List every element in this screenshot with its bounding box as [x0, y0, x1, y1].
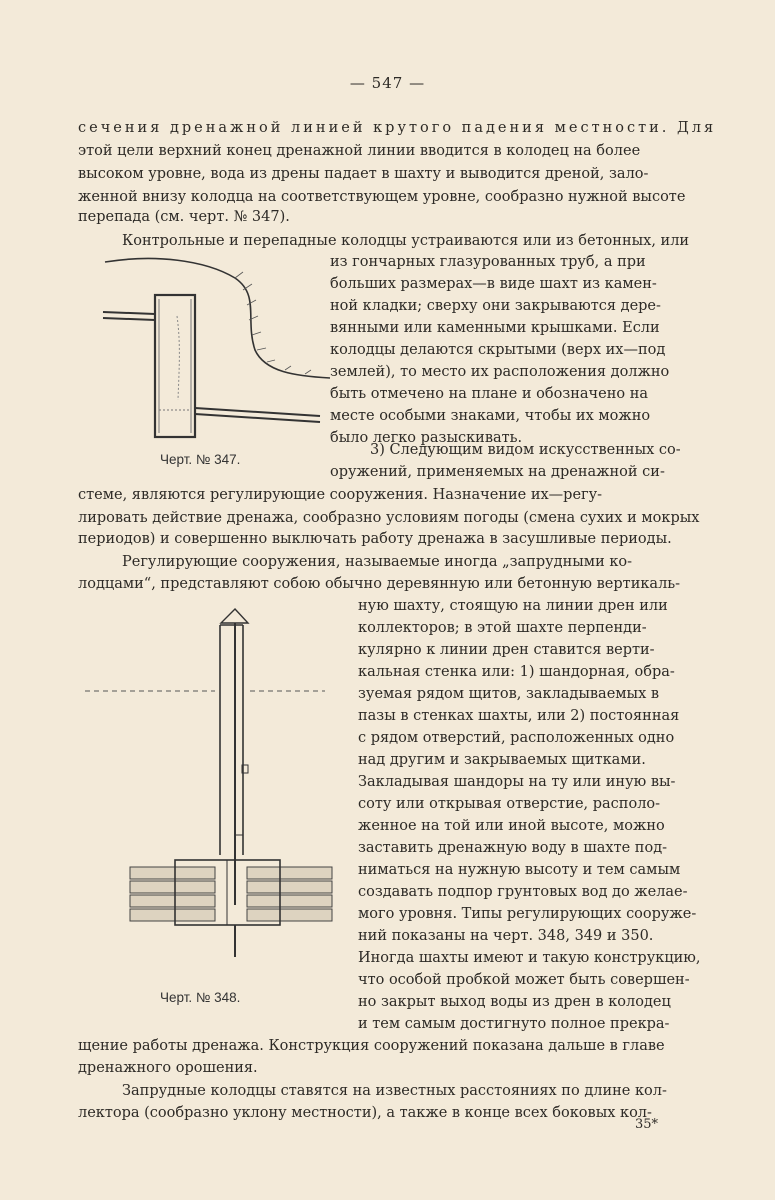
- text-line: ний показаны на черт. 348, 349 и 350.: [358, 928, 654, 944]
- text-line: сечения дренажной линией крутого падения местности. Для: [78, 120, 717, 136]
- text-line: землей), то место их расположения должно: [330, 364, 670, 380]
- text-line: Закладывая шандоры на ту или иную вы-: [358, 774, 676, 790]
- text-line: быть отмечено на плане и обозначено на: [330, 386, 649, 402]
- text-line: ную шахту, стоящую на линии дрен или: [358, 598, 668, 614]
- text-line: кальная стенка или: 1) шандорная, обра-: [358, 664, 675, 680]
- text-line: Регулирующие сооружения, называемые иногда „запрудными ко-: [122, 554, 633, 570]
- text-line: лектора (сообразно уклону местности), а также в конце всех боковых кол-: [78, 1105, 652, 1121]
- figure-348-drawing: [85, 605, 350, 965]
- text-line: этой цели верхний конец дренажной линии вводится в колодец на более: [78, 143, 641, 159]
- text-line: ной кладки; сверху они закрываются дере-: [330, 298, 661, 314]
- figure-347-caption: Черт. № 347.: [160, 452, 241, 467]
- text-line: с рядом отверстий, расположенных одно: [358, 730, 675, 746]
- text-line: стеме, являются регулирующие сооружения. Назначение их—регу-: [78, 487, 603, 503]
- text-line: высоком уровне, вода из дрены падает в шахту и выводится дреной, зало-: [78, 166, 649, 182]
- page-number: — 547 —: [349, 74, 426, 92]
- text-line: оружений, применяемых на дренажной си-: [330, 464, 665, 480]
- text-line: заставить дренажную воду в шахте под-: [358, 840, 668, 856]
- text-line: но закрыт выход воды из дрен в колодец: [358, 994, 671, 1010]
- text-line: больших размерах—в виде шахт из камен-: [330, 276, 657, 292]
- text-line: женной внизу колодца на соответствующем уровне, сообразно нужной высоте: [78, 189, 686, 205]
- text-line: лодцами“, представляют собою обычно деревянную или бетонную вертикаль-: [78, 576, 681, 592]
- text-line: лировать действие дренажа, сообразно условиям погоды (смена сухих и мокрых: [78, 510, 700, 526]
- text-line: пазы в стенках шахты, или 2) постоянная: [358, 708, 680, 724]
- text-line: коллекторов; в этой шахте перпенди-: [358, 620, 647, 636]
- text-line: ниматься на нужную высоту и тем самым: [358, 862, 681, 878]
- text-line: 3) Следующим видом искусственных со-: [370, 442, 681, 458]
- text-line: Контрольные и перепадные колодцы устраиваются или из бетонных, или: [122, 233, 690, 249]
- text-line: перепада (см. черт. № 347).: [78, 209, 290, 225]
- text-line: было легко разыскивать.: [330, 430, 523, 446]
- text-line: над другим и закрываемых щитками.: [358, 752, 646, 768]
- text-line: колодцы делаются скрытыми (верх их—под: [330, 342, 666, 358]
- text-line: кулярно к линии дрен ставится верти-: [358, 642, 655, 658]
- text-line: и тем самым достигнуто полное прекра-: [358, 1016, 670, 1032]
- text-line: вянными или каменными крышками. Если: [330, 320, 660, 336]
- text-line: месте особыми знаками, чтобы их можно: [330, 408, 651, 424]
- figure-348-caption: Черт. № 348.: [160, 990, 241, 1005]
- text-line: что особой пробкой может быть совершен-: [358, 972, 690, 988]
- text-line: женное на той или иной высоте, можно: [358, 818, 665, 834]
- text-line: дренажного орошения.: [78, 1060, 258, 1076]
- figure-347-drawing: [95, 250, 335, 445]
- text-line: из гончарных глазурованных труб, а при: [330, 254, 646, 270]
- text-line: щение работы дренажа. Конструкция сооружений показана дальше в главе: [78, 1038, 665, 1054]
- text-line: Запрудные колодцы ставятся на известных расстояниях по длине кол-: [122, 1083, 667, 1099]
- text-line: создавать подпор грунтовых вод до желае-: [358, 884, 688, 900]
- text-line: Иногда шахты имеют и такую конструкцию,: [358, 950, 701, 966]
- text-line: соту или открывая отверстие, располо-: [358, 796, 661, 812]
- printer-signature: 35*: [635, 1117, 659, 1132]
- text-line: зуемая рядом щитов, закладываемых в: [358, 686, 660, 702]
- text-line: мого уровня. Типы регулирующих сооруже-: [358, 906, 697, 922]
- text-line: периодов) и совершенно выключать работу дренажа в засушливые периоды.: [78, 531, 672, 547]
